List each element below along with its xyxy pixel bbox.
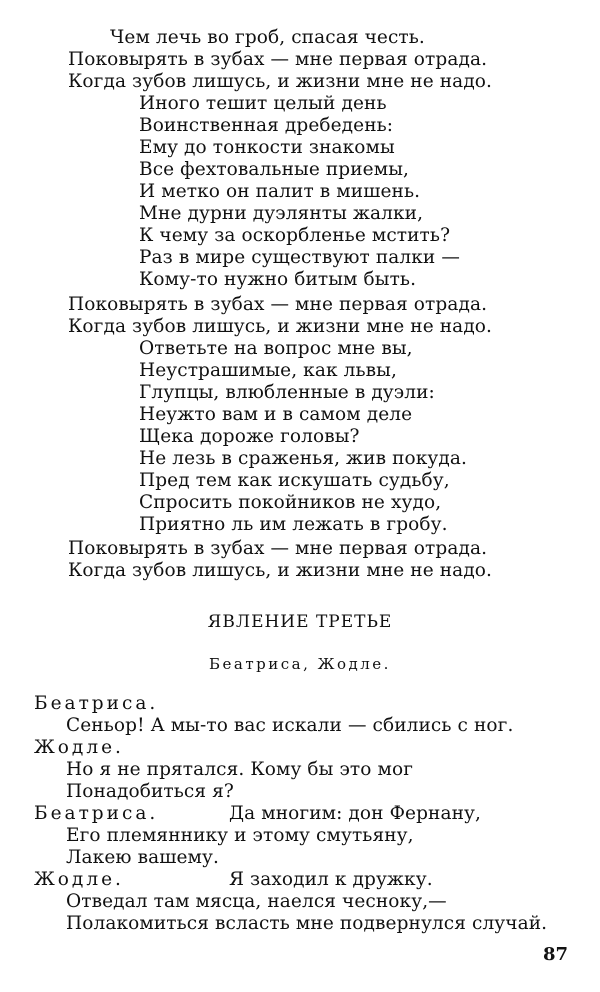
- verse-line: Мне дурни дуэлянты жалки,: [139, 203, 424, 224]
- dialogue-line: Его племяннику и этому смутьяну,: [66, 825, 414, 846]
- verse-line: Спросить покойников не худо,: [139, 492, 442, 513]
- verse-line: Воинственная дребедень:: [139, 115, 394, 136]
- verse-line: Ему до тонкости знакомы: [139, 137, 395, 158]
- refrain-line: Когда зубов лишусь, и жизни мне не надо.: [68, 316, 493, 337]
- verse-line: Все фехтовальные приемы,: [139, 159, 410, 180]
- verse-line: Раз в мире существуют палки —: [139, 247, 460, 268]
- verse-line: Кому-то нужно битым быть.: [139, 269, 417, 290]
- dialogue-line: Но я не прятался. Кому бы это мог: [66, 759, 414, 780]
- verse-line: Чем лечь во гроб, спасая честь.: [110, 27, 425, 48]
- refrain-line: Когда зубов лишусь, и жизни мне не надо.: [68, 560, 493, 581]
- scene-heading: ЯВЛЕНИЕ ТРЕТЬЕ: [207, 612, 393, 632]
- verse-line: К чему за оскорбленье мстить?: [139, 225, 451, 246]
- speaker-name: Беатриса.: [34, 803, 159, 824]
- speaker-name: Жодле.: [34, 869, 124, 890]
- dialogue-line: Я заходил к дружку.: [229, 869, 433, 890]
- dialogue-line: Понадобиться я?: [66, 781, 234, 802]
- verse-line: Глупцы, влюбленные в дуэли:: [139, 382, 435, 403]
- dialogue-line: Да многим: дон Фернану,: [229, 803, 481, 824]
- verse-line: Иного тешит целый день: [139, 93, 387, 114]
- verse-line: Приятно ль им лежать в гробу.: [139, 514, 448, 535]
- verse-line: Неустрашимые, как львы,: [139, 360, 397, 381]
- speaker-name: Жодле.: [34, 737, 124, 758]
- verse-line: Пред тем как искушать судьбу,: [139, 470, 450, 491]
- scene-cast: Беатриса, Жодле.: [209, 655, 391, 673]
- refrain-line: Поковырять в зубах — мне первая отрада.: [68, 538, 488, 559]
- refrain-line: Поковырять в зубах — мне первая отрада.: [68, 49, 488, 70]
- refrain-line: Поковырять в зубах — мне первая отрада.: [68, 294, 488, 315]
- verse-line: Не лезь в сраженья, жив покуда.: [139, 448, 467, 469]
- dialogue-line: Отведал там мясца, наелся чесноку,—: [66, 891, 447, 912]
- page-number: 87: [543, 944, 569, 965]
- refrain-line: Когда зубов лишусь, и жизни мне не надо.: [68, 71, 493, 92]
- dialogue-line: Полакомиться всласть мне подвернулся случай.: [66, 913, 548, 934]
- verse-line: Неужто вам и в самом деле: [139, 404, 413, 425]
- speaker-name: Беатриса.: [34, 693, 159, 714]
- dialogue-line: Сеньор! А мы-то вас искали — сбились с ног.: [66, 715, 514, 736]
- verse-line: Ответьте на вопрос мне вы,: [139, 338, 413, 359]
- verse-line: И метко он палит в мишень.: [139, 181, 421, 202]
- dialogue-line: Лакею вашему.: [66, 847, 220, 868]
- verse-line: Щека дороже головы?: [139, 426, 360, 447]
